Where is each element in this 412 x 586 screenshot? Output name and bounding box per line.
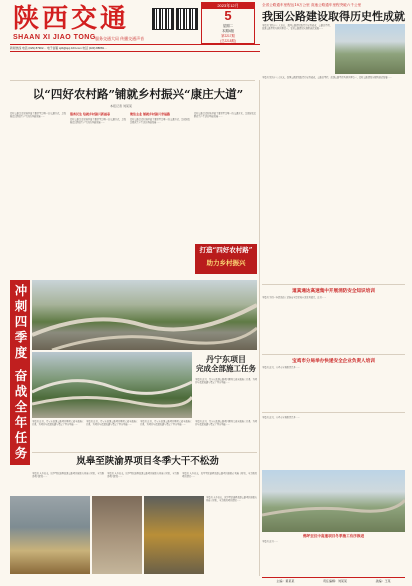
lan-title: 岚皋至陕渝界项目冬季大干不松劲 (76, 456, 219, 467)
red-banner (195, 244, 257, 274)
photo-worker-2 (92, 496, 142, 574)
date-day: 5 (224, 8, 232, 23)
main-byline: 本报记者 刘某某 (110, 104, 132, 108)
road-curve-graphic (32, 280, 257, 350)
danning-title-2: 完成全部施工任务 (196, 364, 256, 373)
lead-body: 本报讯 党的十八大以来，我国公路建设取得历史性成就，公路总里程、高速公路里程均居世界第一，农村公路建设实现跨越式发展…… (262, 24, 332, 30)
logo-char: 西 (42, 4, 68, 34)
footer-editor: 主编：黄某某 (276, 579, 295, 583)
right-story-2-body: 本报讯 近日，宝鸡市分局组织召开…… (262, 366, 300, 369)
vertical-banner-text: 冲刺四季度 奋战全年任务 (13, 283, 28, 462)
footer-bar (262, 577, 405, 585)
lead-body-left (262, 24, 332, 74)
logo-char: 交 (71, 4, 97, 34)
story-caption-4: 本报讯 近日，丹宁东高速公路项目顺利完成全部施工任务，为项目年底建成通车奠定了坚实基础…… (195, 420, 257, 426)
lead-kicker: 全省公路通车里程达18万公里 高速公路通车里程突破六千公里 (262, 3, 362, 7)
right-story-1-body: 本报讯 为进一步提高员工消防安全意识和应急处置能力，近日…… (262, 296, 327, 299)
divider (262, 284, 405, 285)
issue-label: 第2217期 (221, 34, 235, 38)
highway-graphic (262, 470, 405, 532)
photo-bridge (32, 352, 192, 418)
right-story-1-title: 道真通达高速集中开展消防安全知识培训 (292, 289, 375, 294)
divider (262, 354, 405, 355)
main-body-col2: 农村公路是农村地区最主要甚至是唯一的交通方式，是保障农民群众生产生活的基础设施…… (70, 118, 126, 124)
danning-title: 丹宁东项目 (206, 354, 246, 364)
date-weekday: 星期二 (222, 24, 234, 28)
date-month: 2023年12月 (202, 3, 254, 9)
lan-body-4: 本报讯 入冬以来，岚皋至陕渝界高速公路项目抢抓有利施工时机，全力推进项目建设…… (206, 496, 257, 502)
masthead-infobar: 新闻热线 电话 (029) 87902… 电子信箱 sjtb@sjxj.163.com 电话 (029) 88869… (10, 44, 260, 52)
issue-total: (总2218期) (220, 39, 236, 43)
masthead-pinyin: SHAAN XI JIAO TONG (13, 34, 96, 41)
photo-worker-1 (10, 496, 90, 574)
story-caption-3: 本报讯 近日，丹宁东高速公路项目顺利完成全部施工任务，为项目年底建成通车奠定了坚实基础…… (140, 420, 192, 426)
qr-code-2 (176, 8, 198, 30)
masthead-logo (13, 3, 163, 35)
bridge-graphic (32, 352, 192, 418)
footer-duty-editor: 责任编辑：刘某某 (322, 579, 347, 583)
vertical-banner (10, 280, 30, 465)
lead-story (262, 3, 407, 23)
footer-designer: 美编：王某 (375, 579, 391, 583)
photo-worker-3 (144, 496, 204, 574)
lead-title: 我国公路建设取得历史性成就 (262, 10, 405, 23)
red-banner-line2: 助力乡村振兴 (206, 259, 246, 267)
story-caption-1: 本报讯 近日，丹宁东高速公路项目顺利完成全部施工任务，为项目年底建成通车奠定了坚实基础…… (32, 420, 84, 426)
main-body-col4: 农村公路是农村地区最主要甚至是唯一的交通方式，是保障农民群众生产生活的基础设施…… (194, 112, 256, 118)
right-story-2-title: 宝鸡市分局举办快递安全企业负责人培训 (292, 359, 375, 364)
right-story-2-body-cont: 本报讯 近日，宝鸡市分局组织召开…… (262, 416, 300, 419)
edition-count: 本期4版 (221, 29, 235, 33)
main-headline: 以“四好农村路”铺就乡村振兴“康庄大道” (32, 87, 244, 101)
masthead-slogan: 服务交通大局 传播交通声音 (95, 36, 145, 41)
right-story-3-title: 佛坪至汉中高速项目冬季施工有序推进 (302, 534, 365, 538)
divider (32, 452, 257, 453)
logo-char: 陕 (13, 4, 39, 34)
lan-body-2: 本报讯 入冬以来，岚皋至陕渝界高速公路项目抢抓有利施工时机，全力推进项目建设…… (107, 472, 179, 478)
lead-photo (335, 24, 405, 74)
column-rule (259, 80, 260, 576)
main-subhead-2: 聚焦主业 铺就乡村振兴幸福路 (130, 112, 171, 116)
qr-code-1 (152, 8, 174, 30)
photo-mountain-road (32, 280, 257, 350)
danning-story (195, 354, 257, 374)
main-body-col3: 农村公路是农村地区最主要甚至是唯一的交通方式，是保障农民群众生产生活的基础设施…… (130, 118, 190, 124)
main-subhead-1: 服务民生 绘就乡村振兴新画卷 (70, 112, 111, 116)
main-body-col1: 农村公路是农村地区最主要甚至是唯一的交通方式，是保障农民群众生产生活的基础设施…… (10, 112, 66, 118)
lead-body-cont: 本报讯 党的十八大以来，我国公路建设取得历史性成就，公路总里程、高速公路里程均居世界第一，农村公路建设实现跨越式发展…… (262, 76, 392, 79)
lan-body-3: 本报讯 入冬以来，岚皋至陕渝界高速公路项目抢抓有利施工时机，全力推进项目建设…… (182, 472, 257, 478)
photo-highway (262, 470, 405, 532)
story-caption-2: 本报讯 近日，丹宁东高速公路项目顺利完成全部施工任务，为项目年底建成通车奠定了坚实基础…… (86, 420, 138, 426)
red-banner-line1: 打造“四好农村路” (199, 246, 253, 254)
divider (262, 412, 405, 413)
lan-body-1: 本报讯 入冬以来，岚皋至陕渝界高速公路项目抢抓有利施工时机，全力推进项目建设…… (32, 472, 104, 478)
logo-char: 通 (100, 4, 126, 34)
danning-body: 本报讯 近日，丹宁东高速公路项目顺利完成全部施工任务，为项目年底建成通车奠定了坚实基础…… (195, 378, 257, 384)
divider (10, 80, 255, 81)
right-story-3-body: 本报讯 近日…… (262, 540, 279, 543)
date-box (201, 2, 255, 44)
